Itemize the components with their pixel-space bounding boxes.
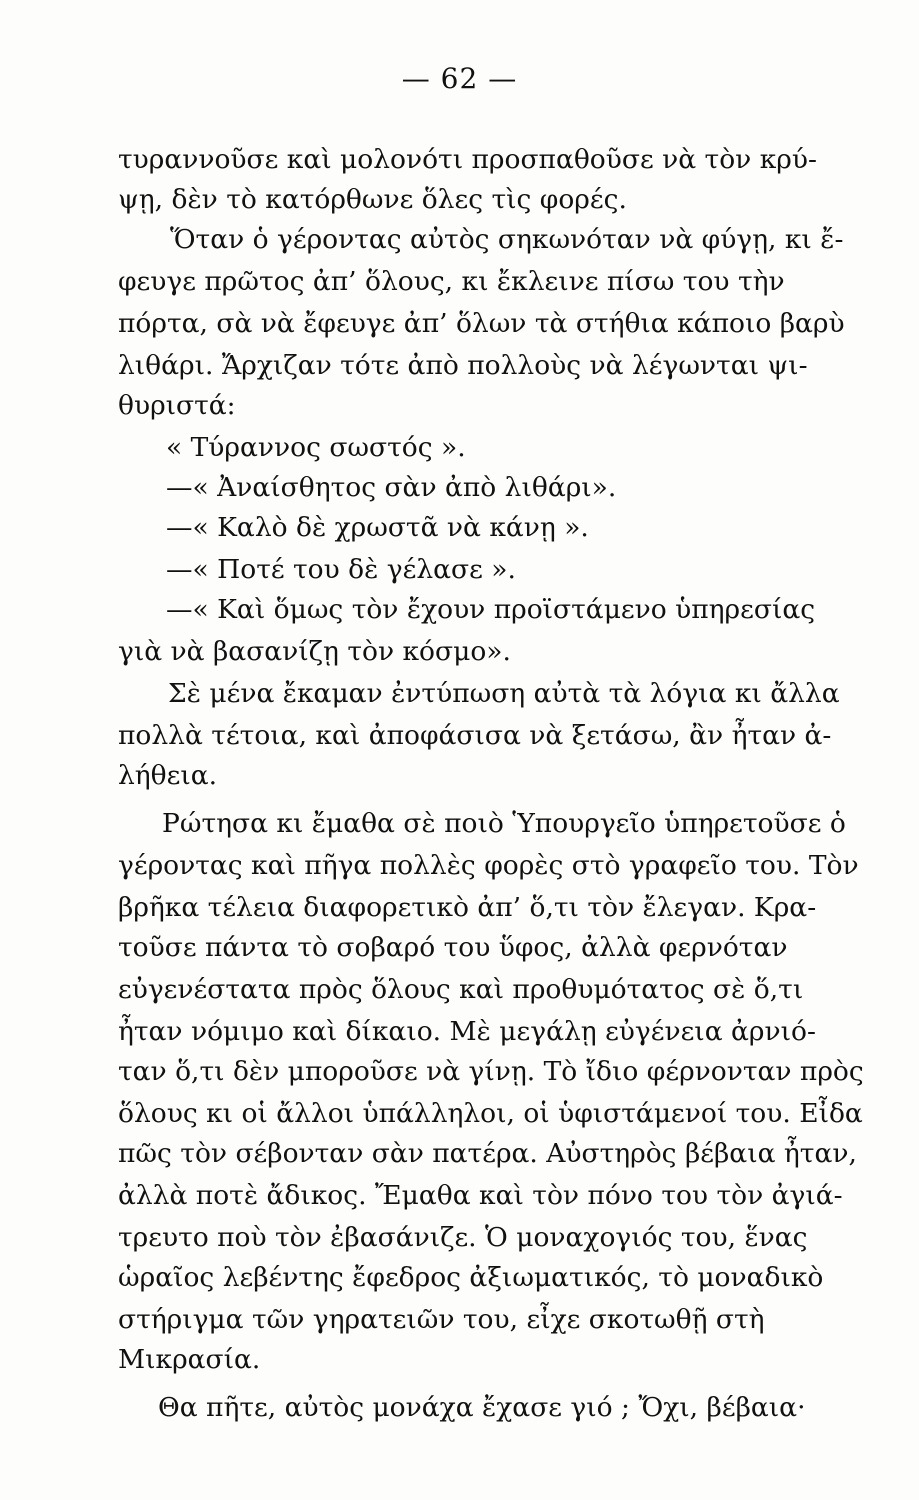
text-line: Σὲ μένα ἔκαμαν ἐντύπωση αὐτὰ τὰ λόγια κι ἄλλα — [168, 678, 840, 709]
text-line: —« Καὶ ὅμως τὸν ἔχουν προϊστάμενο ὑπηρεσίας — [166, 594, 816, 625]
text-line: λήθεια. — [118, 760, 218, 791]
text-line: θυριστά: — [118, 390, 236, 421]
text-line: Ρώτησα κι ἔμαθα σὲ ποιὸ Ὑπουργεῖο ὑπηρετοῦσε ὁ — [162, 808, 846, 839]
text-line: βρῆκα τέλεια διαφορετικὸ ἀπ’ ὅ,τι τὸν ἔλεγαν. Κρα- — [118, 892, 817, 923]
text-line: εὐγενέστατα πρὸς ὅλους καὶ προθυμότατος σὲ ὅ,τι — [118, 974, 804, 1005]
text-line: ἀλλὰ ποτὲ ἄδικος. Ἔμαθα καὶ τὸν πόνο του τὸν ἀγιά- — [118, 1180, 843, 1211]
text-line: ὅλους κι οἱ ἄλλοι ὑπάλληλοι, οἱ ὑφιστάμενοί του. Εἶδα — [118, 1098, 863, 1129]
text-line: τρευτο ποὺ τὸν ἐβασάνιζε. Ὁ μοναχογιός του, ἕνας — [118, 1222, 808, 1253]
text-line: γέροντας καὶ πῆγα πολλὲς φορὲς στὸ γραφεῖο του. Τὸν — [118, 850, 859, 881]
text-line: —« Ποτέ του δὲ γέλασε ». — [166, 554, 516, 585]
text-line: γιὰ νὰ βασανίζῃ τὸν κόσμο». — [118, 636, 511, 667]
text-line: τοῦσε πάντα τὸ σοβαρό του ὕφος, ἀλλὰ φερνόταν — [118, 932, 788, 963]
text-line: —« Καλὸ δὲ χρωστᾶ νὰ κάνῃ ». — [166, 512, 589, 543]
text-line: Μικρασία. — [118, 1344, 261, 1375]
text-line: Θα πῆτε, αὐτὸς μονάχα ἔχασε γιό ; Ὄχι, βέβαια· — [158, 1392, 806, 1423]
text-line: ὡραῖος λεβέντης ἔφεδρος ἀξιωματικός, τὸ μοναδικὸ — [118, 1262, 824, 1293]
text-line: —« Ἀναίσθητος σὰν ἀπὸ λιθάρι». — [166, 472, 617, 503]
text-line: « Τύραννος σωστός ». — [166, 432, 466, 463]
text-line: πόρτα, σὰ νὰ ἔφευγε ἀπ’ ὅλων τὰ στήθια κάποιο βαρὺ — [118, 308, 845, 339]
text-line: πολλὰ τέτοια, καὶ ἀποφάσισα νὰ ξετάσω, ἂν ἦταν ἀ- — [118, 720, 832, 751]
page-number: — 62 — — [401, 62, 518, 95]
text-line: Ὅταν ὁ γέροντας αὐτὸς σηκωνόταν νὰ φύγῃ, κι ἔ- — [170, 224, 844, 255]
text-line: ἦταν νόμιμο καὶ δίκαιο. Μὲ μεγάλῃ εὐγένεια ἀρνιό- — [118, 1016, 816, 1047]
text-line: λιθάρι. Ἄρχιζαν τότε ἀπὸ πολλοὺς νὰ λέγωνται ψι- — [118, 350, 808, 381]
text-line: τυραννοῦσε καὶ μολονότι προσπαθοῦσε νὰ τὸν κρύ- — [118, 144, 817, 175]
text-line: στήριγμα τῶν γηρατειῶν του, εἶχε σκοτωθῇ στὴ — [118, 1304, 765, 1335]
text-line: φευγε πρῶτος ἀπ’ ὅλους, κι ἔκλεινε πίσω του τὴν — [118, 266, 785, 297]
text-line: ψῃ, δὲν τὸ κατόρθωνε ὅλες τὶς φορές. — [118, 184, 627, 215]
text-line: ταν ὅ,τι δὲν μποροῦσε νὰ γίνῃ. Τὸ ἴδιο φέρνονταν πρὸς — [118, 1056, 864, 1087]
text-line: πῶς τὸν σέβονταν σὰν πατέρα. Αὐστηρὸς βέβαια ἦταν, — [118, 1138, 857, 1169]
